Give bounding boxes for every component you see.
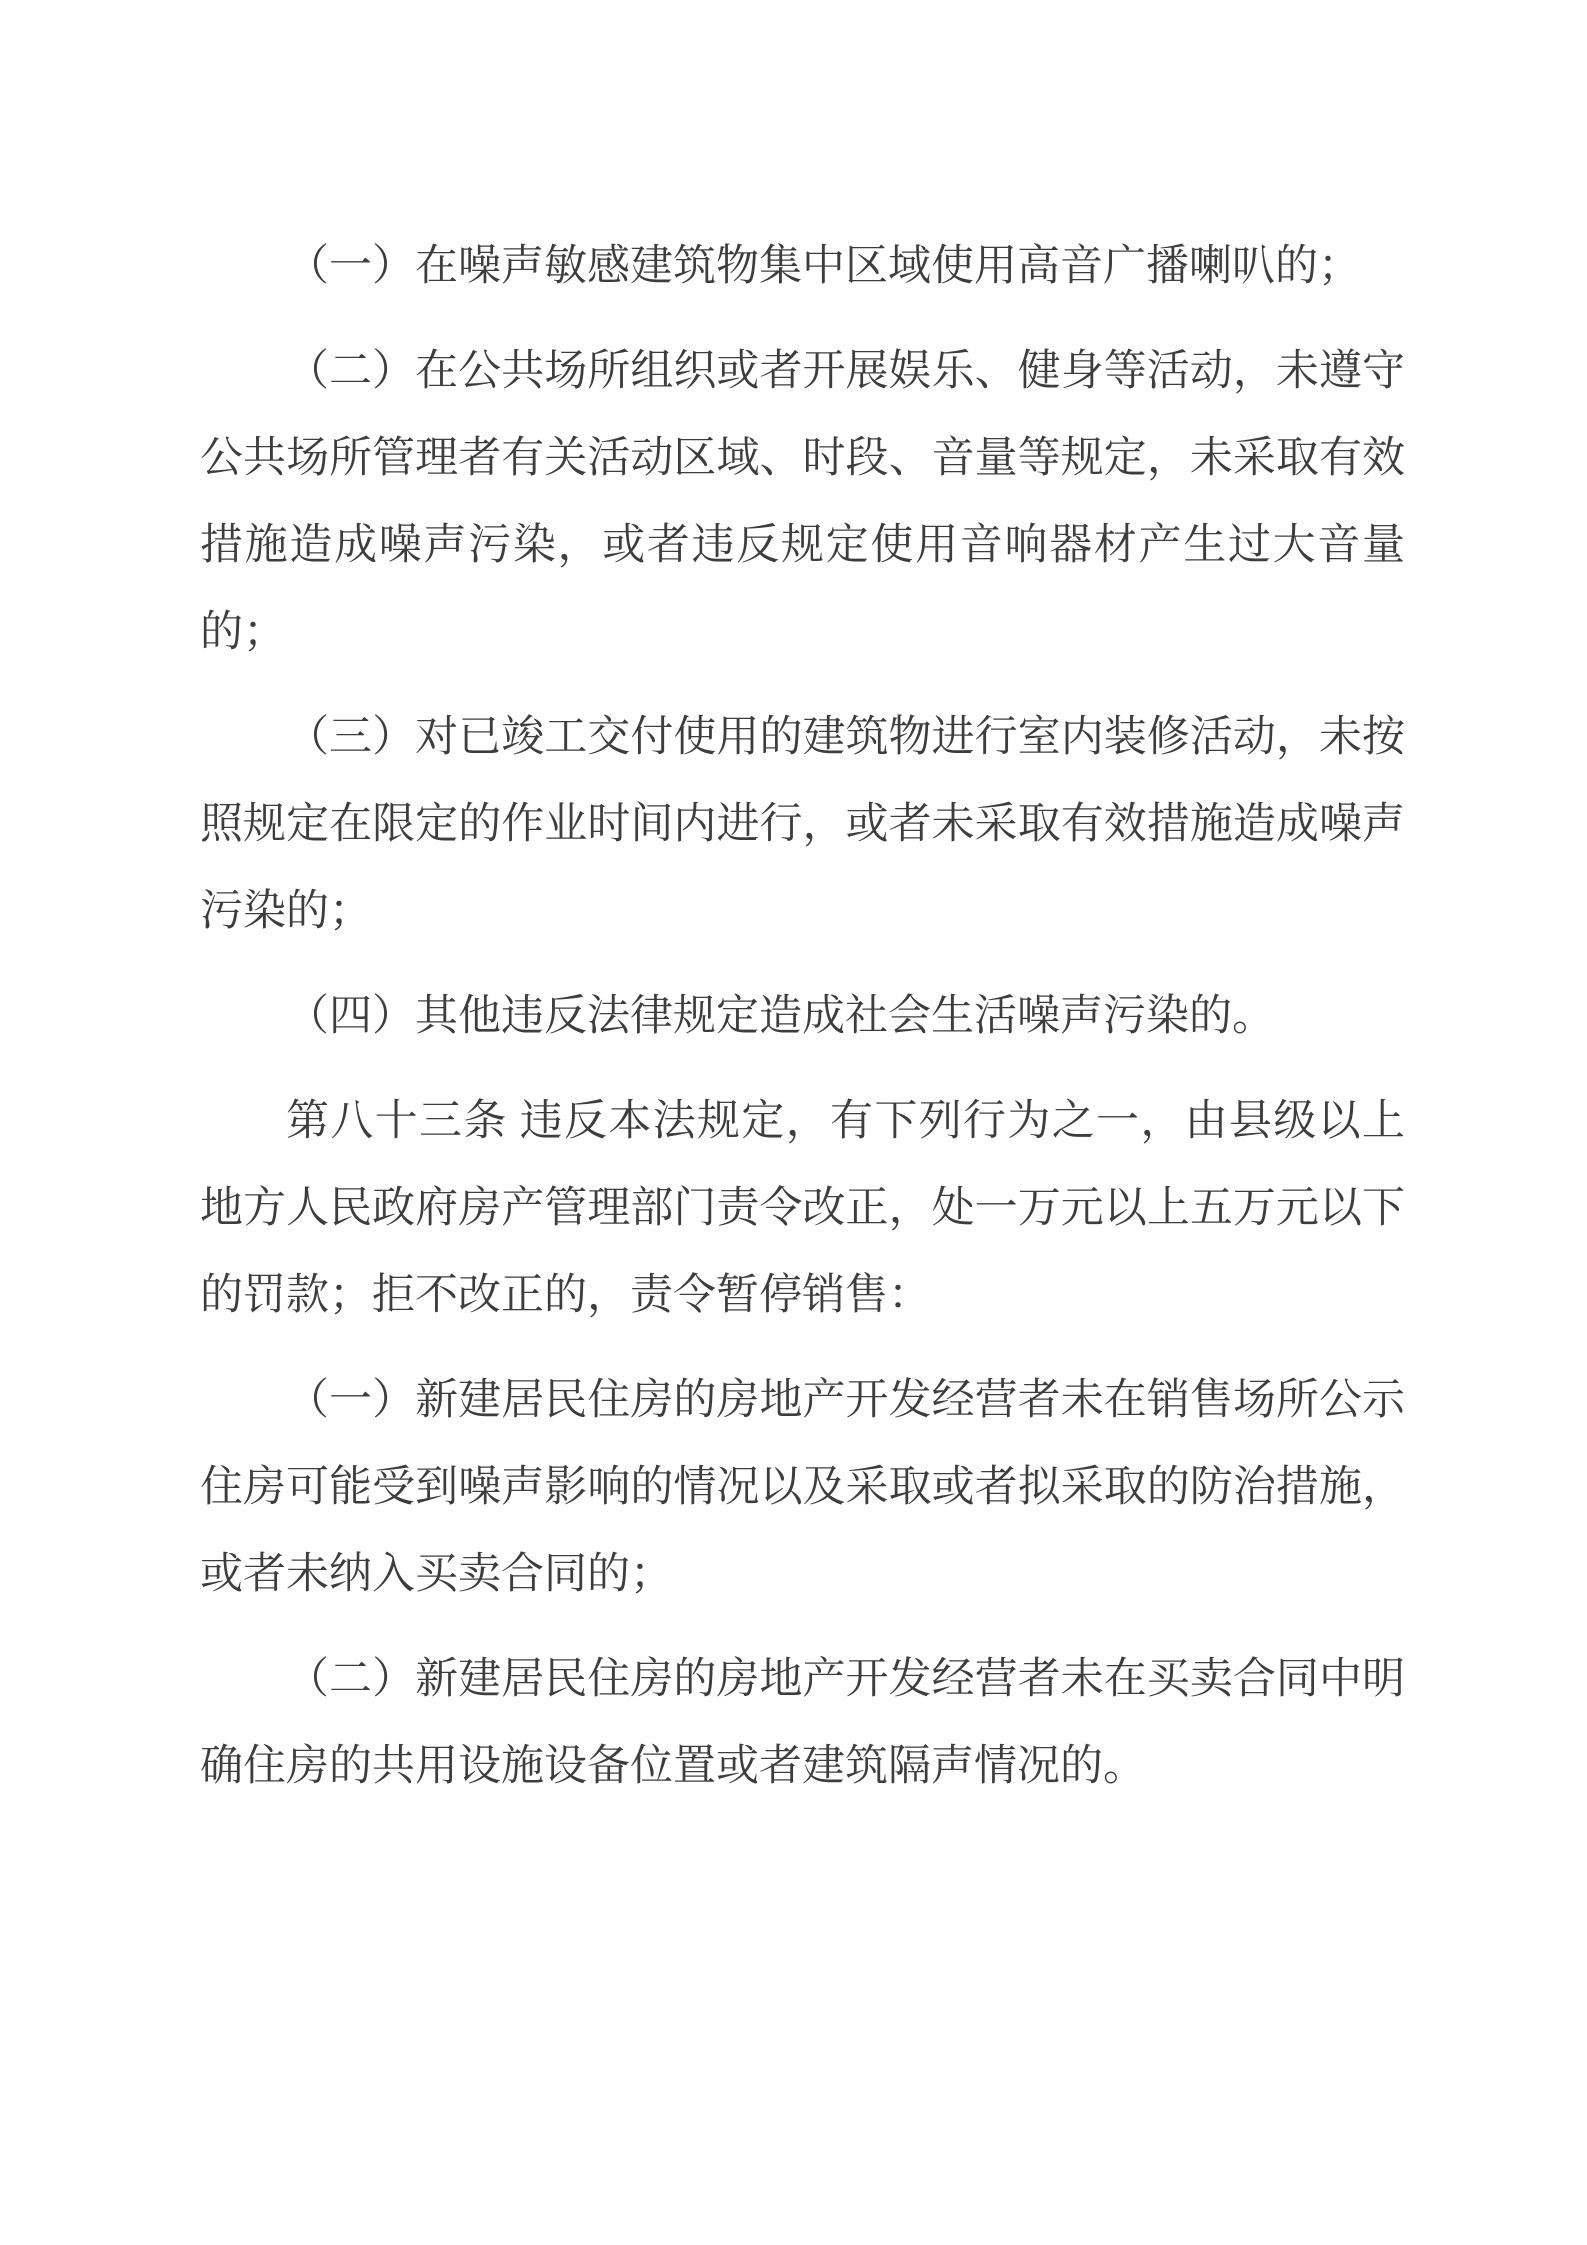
article-83-paragraph: 第八十三条 违反本法规定，有下列行为之一，由县级以上地方人民政府房产管理部门责令改正，处一万元以上五万元以下的罚款；拒不改正的，责令暂停销售： [200,1098,1405,1319]
clause-item-3: （三）对已竣工交付使用的建筑物进行室内装修活动，未按照规定在限定的作业时间内进行，或者未采取有效措施造成噪声污染的； [200,714,1405,935]
article-83-item-1: （一）新建居民住房的房地产开发经营者未在销售场所公示住房可能受到噪声影响的情况以及采取或者拟采取的防治措施，或者未纳入买卖合同的； [200,1377,1405,1598]
clause-item-4: （四）其他违反法律规定造成社会生活噪声污染的。 [286,993,1275,1040]
article-83-item-2: （二）新建居民住房的房地产开发经营者未在买卖合同中明确住房的共用设施设备位置或者建筑隔声情况的。 [200,1656,1405,1790]
clause-item-2: （二）在公共场所组织或者开展娱乐、健身等活动，未遵守公共场所管理者有关活动区域、时段、音量等规定，未采取有效措施造成噪声污染，或者违反规定使用音响器材产生过大音量的； [200,348,1405,656]
clause-item-1: （一）在噪声敏感建筑物集中区域使用高音广播喇叭的； [286,243,1361,290]
